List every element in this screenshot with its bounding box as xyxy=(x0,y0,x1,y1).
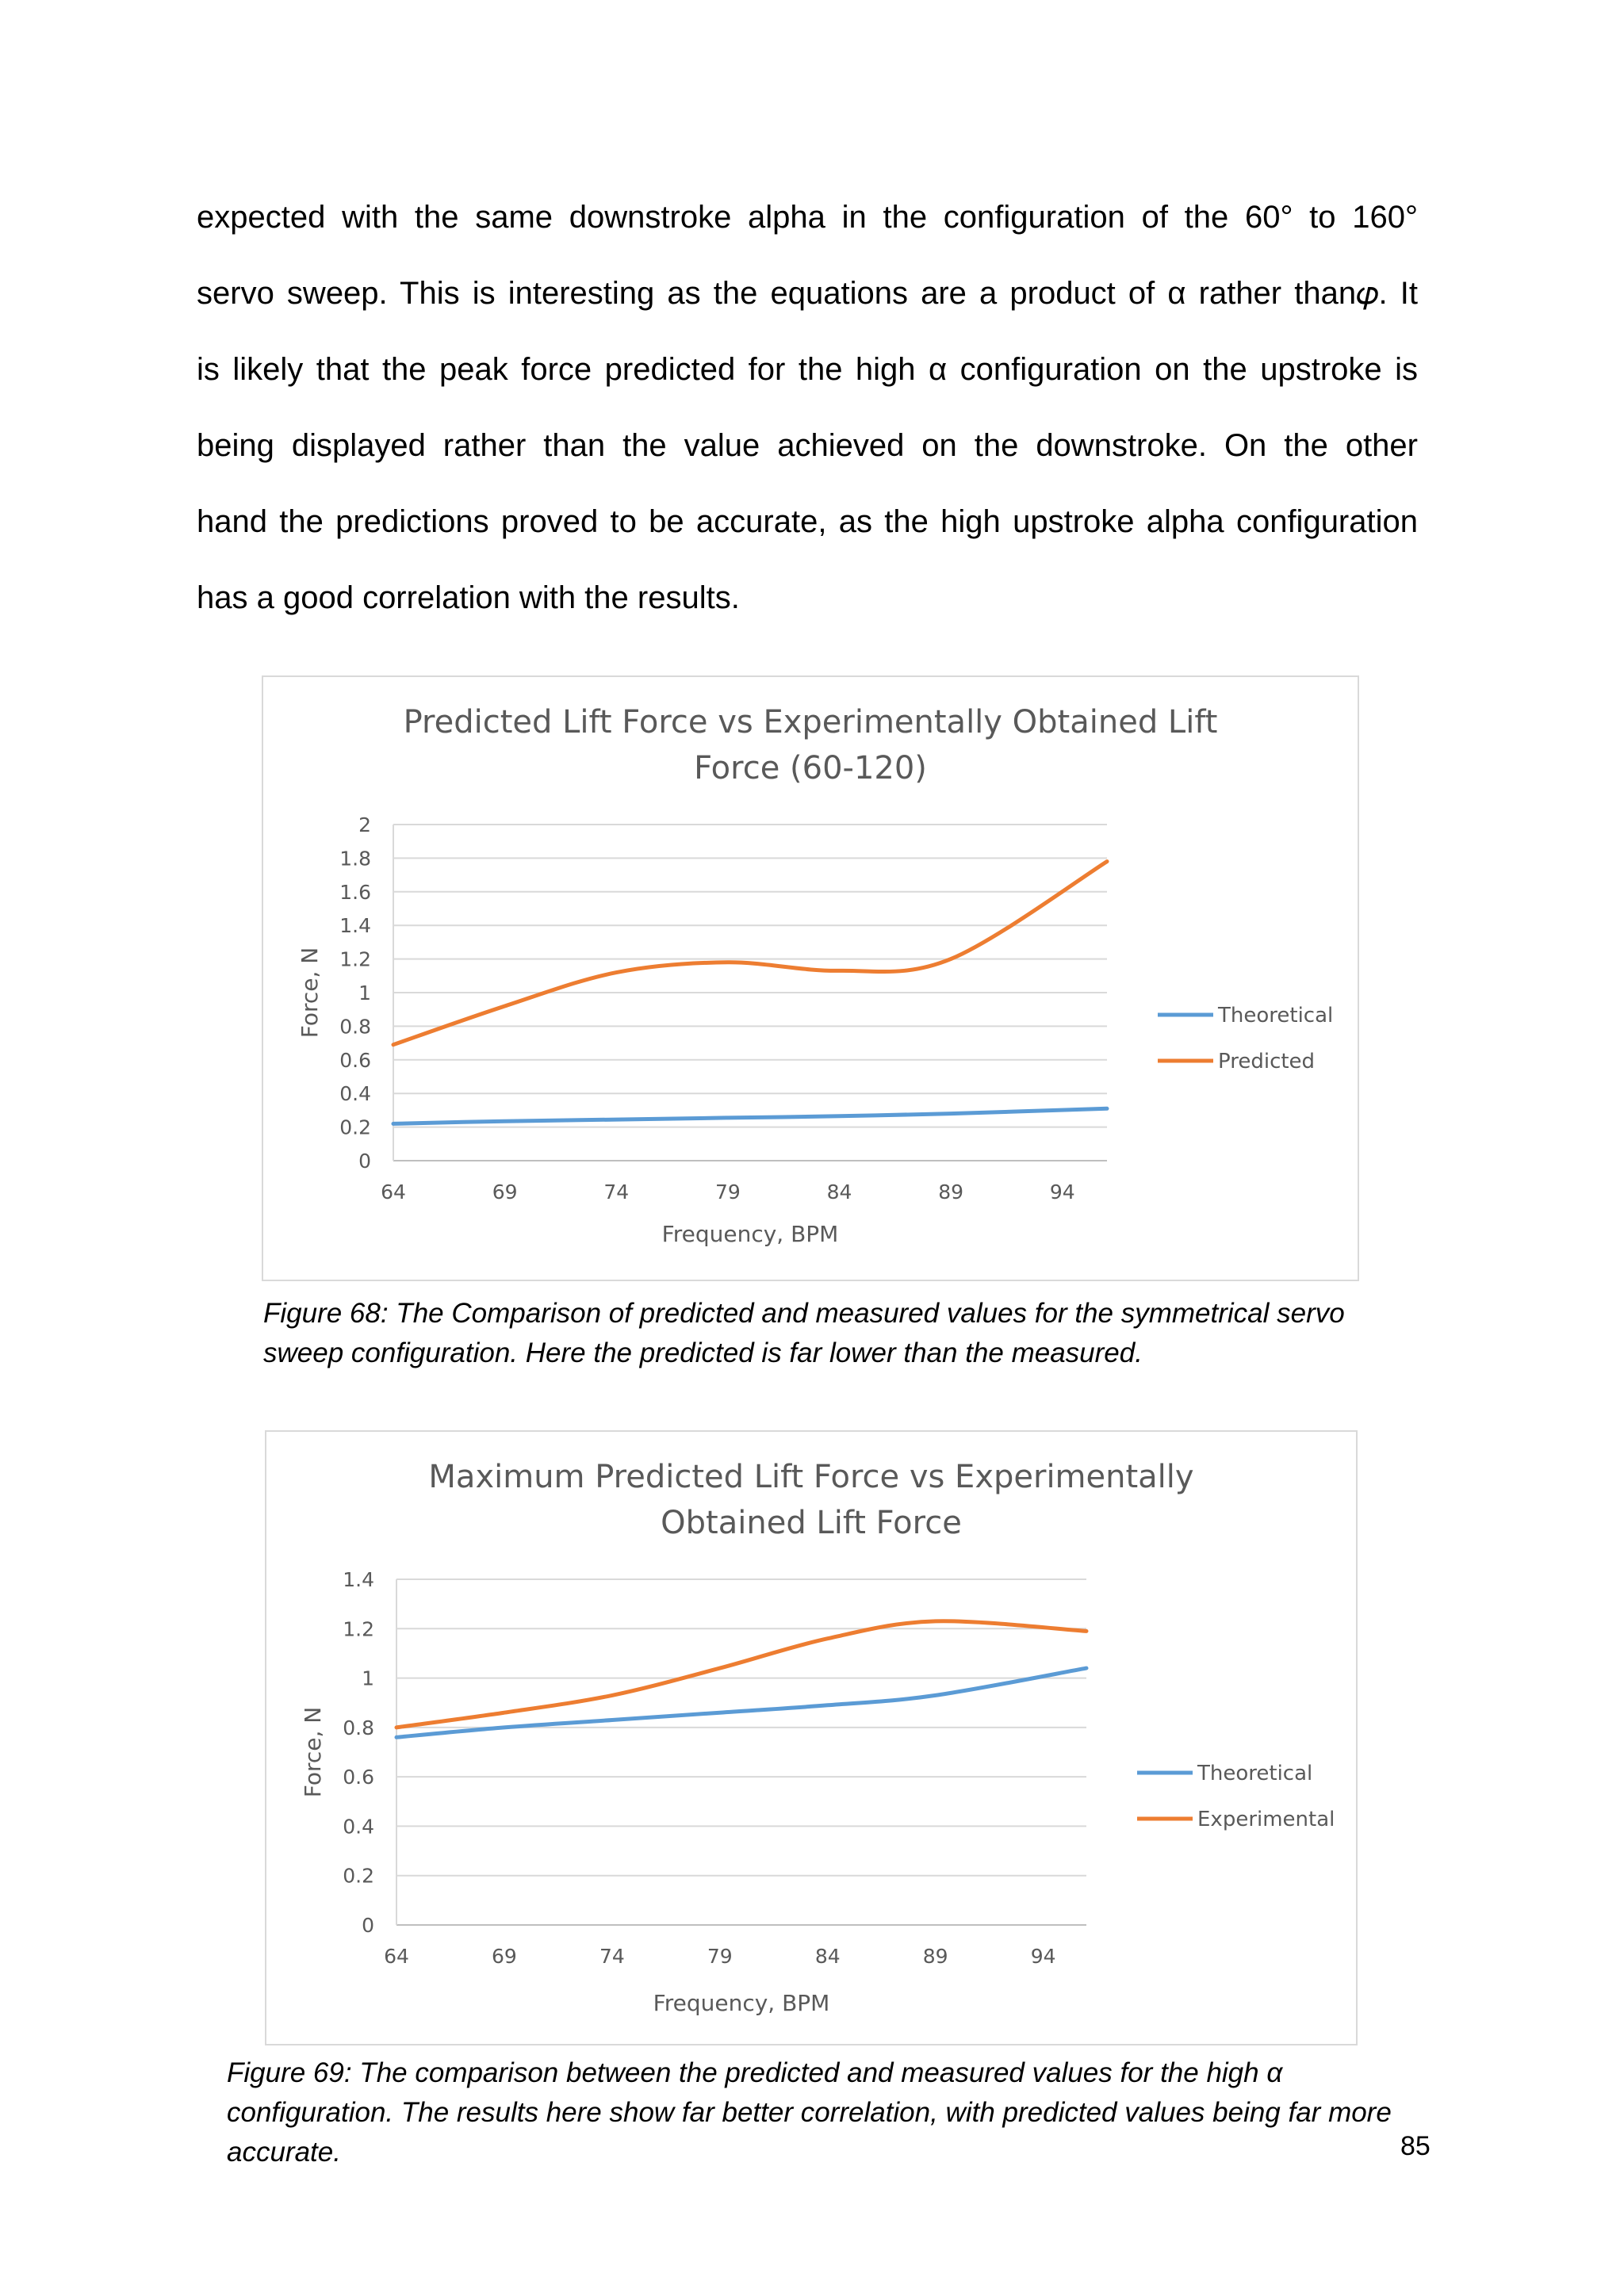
x-tick-label: 84 xyxy=(814,1945,841,1968)
y-tick-label: 1.8 xyxy=(339,847,371,871)
chart-2-title-line: Maximum Predicted Lift Force vs Experimentally xyxy=(428,1459,1194,1495)
chart-2-plot xyxy=(266,1432,1356,2044)
chart-1-title-line: Force (60-120) xyxy=(694,750,927,786)
x-tick-label: 79 xyxy=(714,1181,741,1203)
y-tick-label: 0.6 xyxy=(339,1048,371,1072)
body-line: has a good correlation with the results. xyxy=(197,580,740,615)
x-tick-label: 94 xyxy=(1030,1945,1056,1968)
caption-line: sweep configuration. Here the predicted is far lower than the measured. xyxy=(263,1337,1143,1368)
figure-69-caption xyxy=(227,2053,1392,2172)
series-line-theoretical xyxy=(393,1108,1107,1123)
y-tick-label: 0.6 xyxy=(343,1766,374,1789)
chart-2-title-line: Obtained Lift Force xyxy=(661,1505,962,1541)
y-tick-label: 0 xyxy=(358,1150,371,1173)
x-axis-label: Frequency, BPM xyxy=(661,1221,839,1247)
y-tick-label: 1 xyxy=(358,982,371,1004)
y-tick-label: 2 xyxy=(358,813,371,836)
x-tick-label: 89 xyxy=(938,1181,964,1203)
y-tick-label: 1.2 xyxy=(339,947,371,971)
y-tick-label: 1 xyxy=(362,1667,374,1690)
x-tick-label: 69 xyxy=(492,1945,517,1968)
body-line: being displayed rather than the value achieved on the downstroke. On the other xyxy=(197,428,1418,463)
y-tick-label: 1.2 xyxy=(343,1617,374,1641)
x-tick-label: 74 xyxy=(599,1945,625,1968)
series-line-predicted xyxy=(393,862,1107,1045)
x-tick-label: 69 xyxy=(492,1181,518,1203)
body-line: is likely that the peak force predicted for the high α configuration on the upstroke is xyxy=(197,352,1418,387)
body-paragraph xyxy=(197,179,1418,636)
figure-68-caption xyxy=(263,1294,1345,1373)
x-tick-label: 84 xyxy=(826,1181,852,1203)
y-tick-label: 0.8 xyxy=(339,1015,371,1039)
y-tick-label: 1.6 xyxy=(339,880,371,904)
chart-1-title-line: Predicted Lift Force vs Experimentally Obtained Lift xyxy=(403,704,1218,740)
legend-label: Experimental xyxy=(1197,1808,1335,1831)
y-tick-label: 0.4 xyxy=(343,1815,374,1839)
x-axis-label: Frequency, BPM xyxy=(653,1990,830,2016)
y-tick-label: 1.4 xyxy=(339,914,371,938)
y-axis-label: Force, N xyxy=(297,947,323,1039)
legend-label: Theoretical xyxy=(1197,1762,1313,1785)
body-line: servo sweep. This is interesting as the equations are a product of α rather than𝜑. It xyxy=(197,276,1418,311)
y-axis-label: Force, N xyxy=(300,1706,326,1798)
x-tick-label: 89 xyxy=(922,1945,948,1968)
caption-line: Figure 68: The Comparison of predicted and measured values for the symmetrical servo xyxy=(263,1298,1345,1329)
y-tick-label: 0.8 xyxy=(343,1716,374,1739)
legend-label: Predicted xyxy=(1218,1050,1316,1073)
caption-line: Figure 69: The comparison between the predicted and measured values for the high α xyxy=(227,2057,1283,2088)
x-tick-label: 74 xyxy=(603,1181,630,1203)
body-line: expected with the same downstroke alpha in the configuration of the 60° to 160° xyxy=(197,200,1418,235)
x-tick-label: 79 xyxy=(707,1945,733,1968)
page-number: 85 xyxy=(1400,2131,1431,2161)
y-tick-label: 0 xyxy=(362,1914,374,1937)
chart-1-plot xyxy=(263,677,1358,1280)
y-tick-label: 0.4 xyxy=(339,1082,371,1106)
chart-1-frame xyxy=(262,675,1359,1281)
chart-2-frame xyxy=(265,1430,1358,2045)
x-tick-label: 64 xyxy=(384,1945,409,1968)
caption-line: accurate. xyxy=(227,2137,341,2168)
body-line: hand the predictions proved to be accurate, as the high upstroke alpha configuration xyxy=(197,504,1418,539)
y-tick-label: 1.4 xyxy=(343,1568,374,1591)
y-tick-label: 0.2 xyxy=(343,1864,374,1888)
x-tick-label: 94 xyxy=(1049,1181,1075,1203)
caption-line: configuration. The results here show far better correlation, with predicted values being far more xyxy=(227,2097,1392,2128)
legend-label: Theoretical xyxy=(1218,1004,1334,1027)
x-tick-label: 64 xyxy=(381,1181,406,1203)
y-tick-label: 0.2 xyxy=(339,1115,371,1139)
